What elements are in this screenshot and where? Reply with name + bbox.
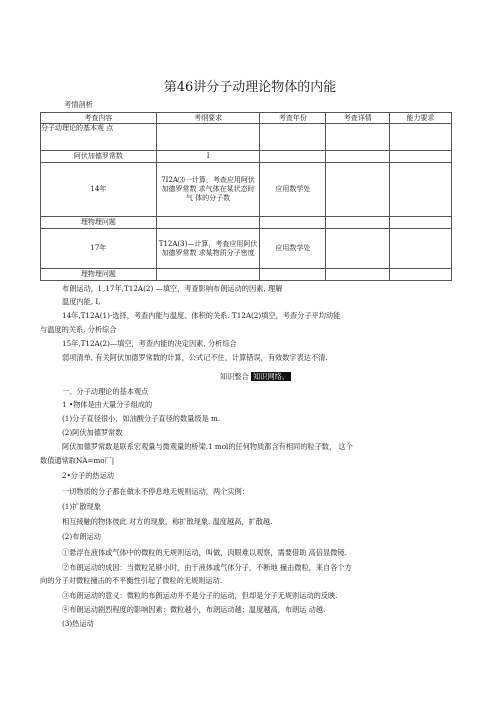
knowledge-integration-label: 知识整合: [220, 372, 249, 381]
table-cell: [390, 229, 452, 269]
section-label: 考情剖析: [64, 100, 93, 109]
text-line: 布朗运动，I ,17年,T12A(2) —填空，考查影响布朗运动的因素, 理解: [62, 284, 283, 293]
page-title: 第46讲分子动理论物体的内能: [163, 80, 337, 95]
text-line: 阿伏加德罗常数是联系宏观量与微观量的桥梁.1 mol的任何物质都含有相同的粒子数， 这个: [62, 442, 353, 451]
table-cell: [156, 217, 260, 229]
table-header-cell: 能力要求: [390, 113, 452, 124]
table-row: [41, 269, 452, 281]
text-line: ①悬浮在液体或气体中的微粒的无规则运动，叫做，肉眼难以观察，需要借助 高倍显微镜.: [62, 548, 347, 557]
table-row: [41, 151, 452, 163]
table-row: [41, 229, 452, 269]
text-line: (1)扩散现象: [62, 502, 101, 511]
table-cell: [390, 163, 452, 217]
table-cell: [390, 124, 452, 151]
table-cell: 理物理问题: [41, 217, 157, 229]
text-line: 弱项清单, 有关阿伏加德罗常数的计算，公式记不住，计算错误，有效数字表达不清.: [62, 353, 328, 362]
table-cell: [260, 124, 326, 151]
table-header-row: [41, 113, 452, 124]
text-line: (2)阿伏加德罗常数: [62, 428, 123, 437]
text-line: ④布朗运动剧烈程度的影响因素：微粒越小，布朗运动越；温度越高，布朗运 动越.: [62, 605, 326, 614]
text-line: 一切物质的分子都在做永不停息地无规则运动，两个实例：: [62, 487, 249, 496]
table-cell: [260, 151, 326, 163]
table-cell: 分子动理论的基本观 点: [41, 124, 157, 151]
table-header-cell: 考查详情: [326, 113, 390, 124]
section-heading: [220, 372, 291, 381]
text-line: 一、分子动理论的基本观点: [62, 387, 149, 396]
table-cell: [260, 269, 326, 281]
table-cell: [326, 229, 390, 269]
table-cell: [260, 217, 326, 229]
table-cell: [326, 163, 390, 217]
text-line: 与温度的关系, 分析综合: [40, 325, 117, 334]
table-cell: 7I2A⑶一计算，考查应用阿伏加德罗常数 求气体在某状态时气 体的分子数: [156, 163, 260, 217]
table-header-cell: 考查年份: [260, 113, 326, 124]
table-cell: [390, 217, 452, 229]
text-line: (2)布朗运动: [62, 532, 101, 541]
text-line: 向的分子对微粒撞击的不平衡性引起了微粒的无规则运动.: [40, 576, 222, 585]
text-line: 14年,T12A(1)-选择，考查内能与温度、体积的关系. T12A(2)填空，考查分子平均动能: [62, 311, 341, 320]
table-row: [41, 217, 452, 229]
table-cell: T12A(3)—计算，考查应用阿伏加德罗常数 求某物质分子密度: [156, 229, 260, 269]
table-cell: I: [156, 151, 260, 163]
table-cell: [156, 124, 260, 151]
exam-table: [40, 112, 452, 281]
table-cell: 应用数学处: [260, 163, 326, 217]
text-line: 数值通常取NA=mo厂|: [40, 456, 115, 465]
text-line: 1 •物体是由大量分子组成的: [62, 400, 153, 409]
table-cell: [390, 269, 452, 281]
text-line: ③布朗运动的意义：微粒的布朗运动并不是分子的运动，但却是分子无规则运动的反映.: [62, 591, 338, 600]
table-cell: [326, 217, 390, 229]
table-cell: [326, 151, 390, 163]
text-line: 相互接触的物体彼此 对方的现象，称扩散现象. 温度越高，扩散越.: [62, 517, 273, 526]
table-row: [41, 163, 452, 217]
table-cell: [326, 269, 390, 281]
table-cell: [156, 269, 260, 281]
text-line: 温度内能, I,: [62, 297, 101, 306]
text-line: 15年,T12A(2)—填空，考查内能的决定因素, 分析综合: [62, 339, 237, 348]
table-cell: 阿伏加德罗常数: [41, 151, 157, 163]
table-header-cell: 考纲要求: [156, 113, 260, 124]
table-row: [41, 124, 452, 151]
table-cell: [326, 124, 390, 151]
table-cell: 应用数学处: [260, 229, 326, 269]
text-line: (1)分子直径很小，如油酸分子直径的数量级是 m.: [62, 414, 221, 423]
text-line: 2•分子的热运动: [62, 471, 114, 480]
table-cell: 理物理问题: [41, 269, 157, 281]
table-header-cell: 考查内容: [41, 113, 157, 124]
text-line: (3)热运动: [62, 619, 94, 628]
knowledge-network-badge: 知识网络、: [253, 372, 290, 381]
text-line: ②布朗运动的成因：当微粒足够小时，由于液体或气体分子，不断地 撞击微粒，来自各个方: [62, 563, 352, 572]
table-cell: 17年: [41, 229, 157, 269]
table-cell: [390, 151, 452, 163]
table-cell: 14年: [41, 163, 157, 217]
